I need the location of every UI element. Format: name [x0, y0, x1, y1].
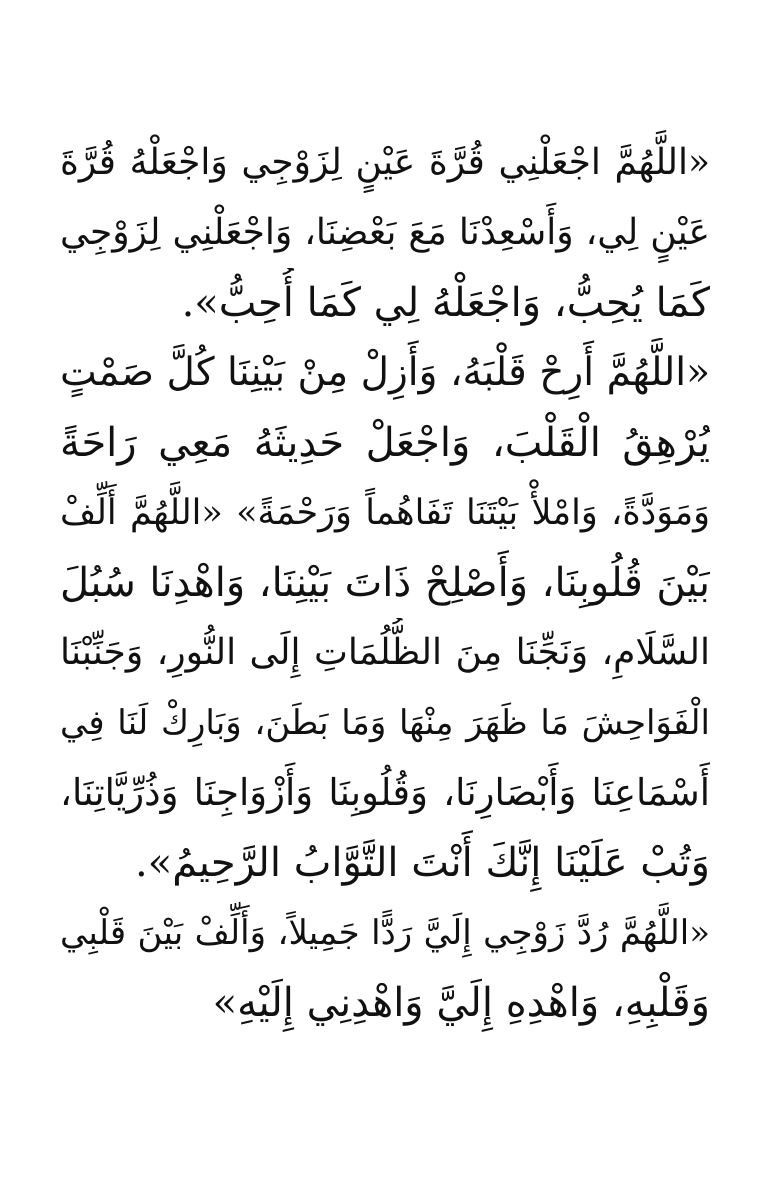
text-line-5: يُرْهِقُ الْقَلْبَ، وَاجْعَلْ حَدِيثَهُ مَعِي رَاحَةً — [60, 420, 710, 466]
text-line-13: وَقَلْبِهِ، وَاهْدِهِ إِلَيَّ وَاهْدِنِي إِلَيْهِ» — [212, 980, 710, 1026]
text-line-2: عَيْنٍ لِي، وَأَسْعِدْنَا مَعَ بَعْضِنَا، وَاجْعَلْنِي لِزَوْجِي — [60, 212, 710, 253]
text-line-8: السَّلَامِ، وَنَجِّنَا مِنَ الظُّلُمَاتِ إِلَى النُّورِ، وَجَنِّبْنَا — [60, 632, 710, 673]
text-line-4: «اللَّهُمَّ أَرِحْ قَلْبَهُ، وَأَزِلْ مِنْ بَيْنِنَا كُلَّ صَمْتٍ — [60, 350, 710, 395]
text-line-3: كَمَا يُحِبُّ، وَاجْعَلْهُ لِي كَمَا أُحِبُّ». — [181, 280, 710, 326]
text-line-1: «اللَّهُمَّ اجْعَلْنِي قُرَّةَ عَيْنٍ لِزَوْجِي وَاجْعَلْهُ قُرَّةَ — [60, 142, 710, 183]
text-line-11: وَتُبْ عَلَيْنَا إِنَّكَ أَنْتَ التَّوَّابُ الرَّحِيمُ». — [135, 840, 710, 886]
text-line-6: وَمَوَدَّةً، وَامْلأْ بَيْتَنَا تَفَاهُماً وَرَحْمَةً» «اللَّهُمَّ أَلِّفْ — [60, 493, 710, 533]
text-line-10: أَسْمَاعِنَا وَأَبْصَارِنَا، وَقُلُوبِنَا وَأَزْوَاجِنَا وَذُرِّيَّاتِنَا، — [60, 771, 710, 814]
text-line-12: «اللَّهُمَّ رُدَّ زَوْجِي إِلَيَّ رَدًّا جَمِيلاً، وَأَلِّفْ بَيْنَ قَلْبِي — [60, 913, 710, 953]
text-line-7: بَيْنَ قُلُوبِنَا، وَأَصْلِحْ ذَاتَ بَيْنِنَا، وَاهْدِنَا سُبُلَ — [60, 560, 710, 606]
prayer-text-block — [60, 128, 710, 1038]
text-line-9: الْفَوَاحِشَ مَا ظَهَرَ مِنْهَا وَمَا بَطَنَ، وَبَارِكْ لَنَا فِي — [60, 703, 710, 743]
